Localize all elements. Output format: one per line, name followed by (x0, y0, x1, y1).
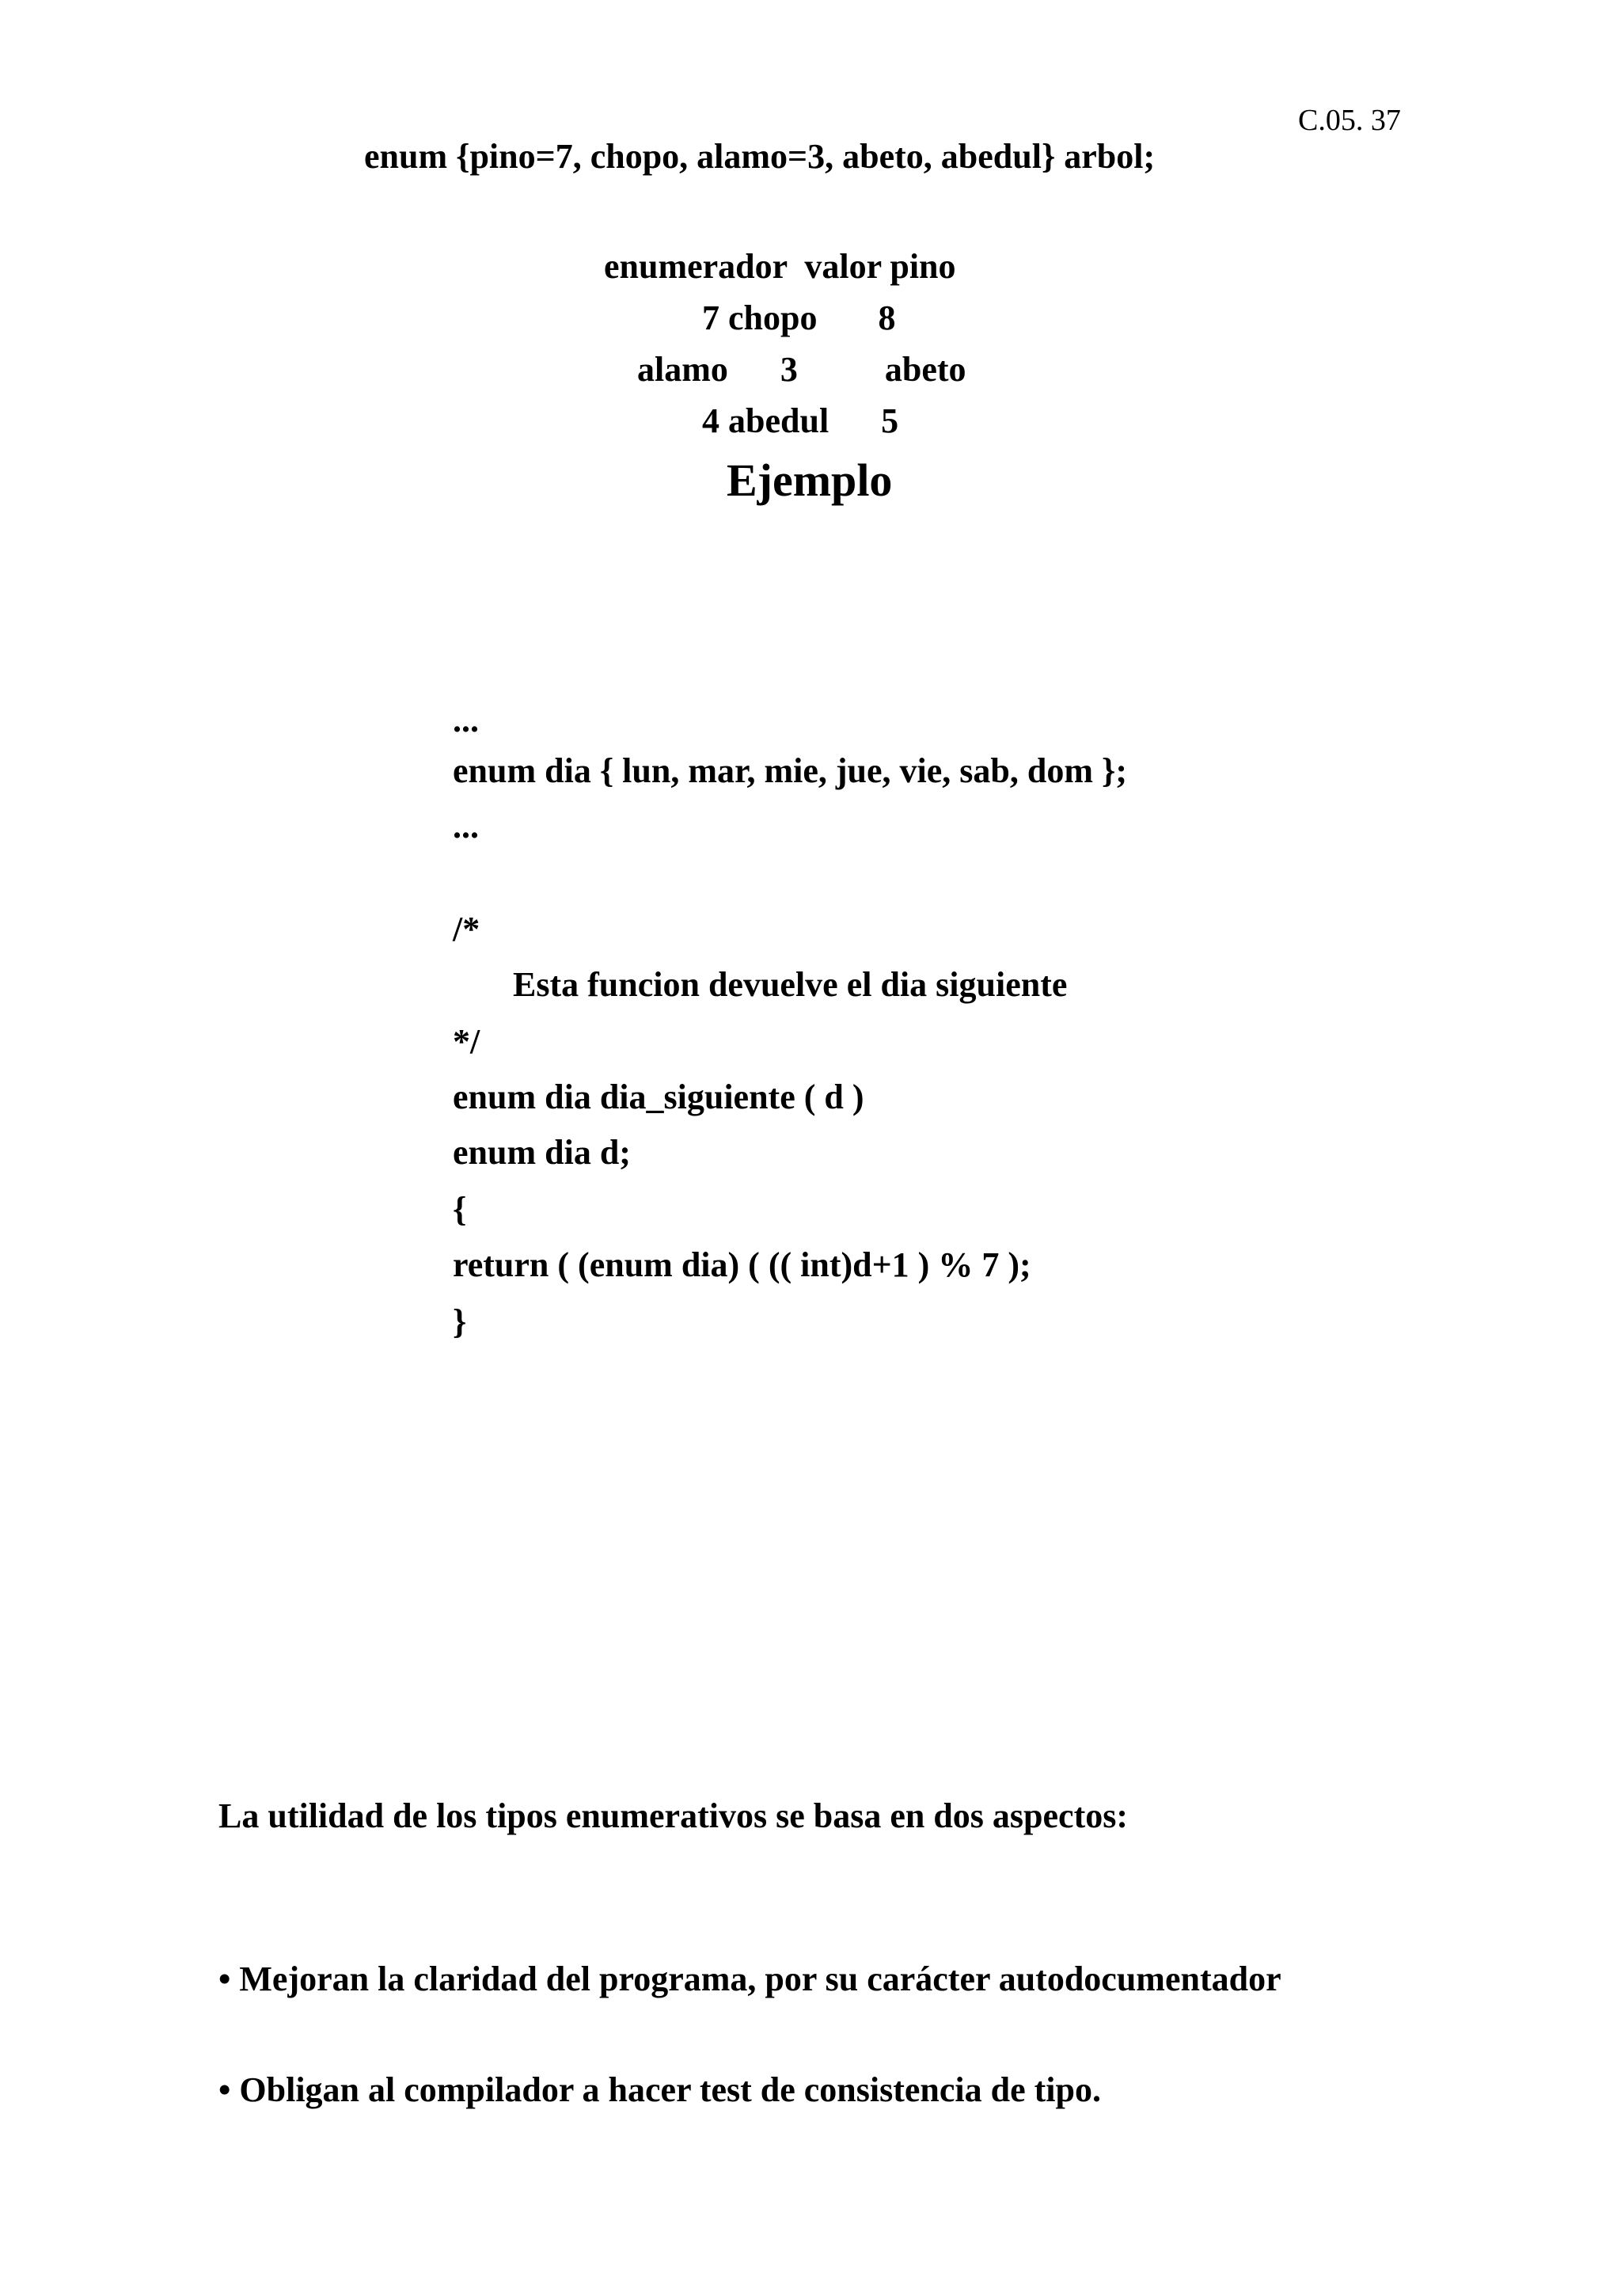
code-line: { (453, 1190, 467, 1229)
code-line: enum dia dia_siguiente ( d ) (453, 1078, 864, 1116)
code-line: } (453, 1302, 467, 1341)
enum-table-line: enumerador valor pino (604, 247, 956, 286)
bullet-item: • Obligan al compilador a hacer test de consistencia de tipo. (218, 2070, 1101, 2109)
code-line: return ( (enum dia) ( (( int)d+1 ) % 7 ); (453, 1245, 1031, 1284)
code-line: ... (453, 701, 479, 739)
enum-table-line: 7 chopo 8 (702, 298, 896, 337)
enum-declaration: enum {pino=7, chopo, alamo=3, abeto, abedul} arbol; (364, 137, 1156, 176)
code-line: enum dia { lun, mar, mie, jue, vie, sab, dom }; (453, 751, 1127, 790)
code-comment-line: Esta funcion devuelve el dia siguiente (513, 965, 1068, 1004)
code-line: enum dia d; (453, 1133, 631, 1172)
intro-paragraph: La utilidad de los tipos enumerativos se basa en dos aspectos: (218, 1796, 1129, 1835)
page-number: C.05. 37 (1298, 104, 1401, 137)
code-line: /* (453, 910, 480, 948)
bullet-item: • Mejoran la claridad del programa, por su carácter autodocumentador (218, 1960, 1281, 1998)
enum-table-line: alamo 3 abeto (637, 350, 966, 389)
enum-table-line: 4 abedul 5 (702, 401, 899, 440)
code-line: */ (453, 1022, 480, 1061)
example-heading: Ejemplo (727, 454, 893, 506)
code-line: ... (453, 807, 479, 846)
